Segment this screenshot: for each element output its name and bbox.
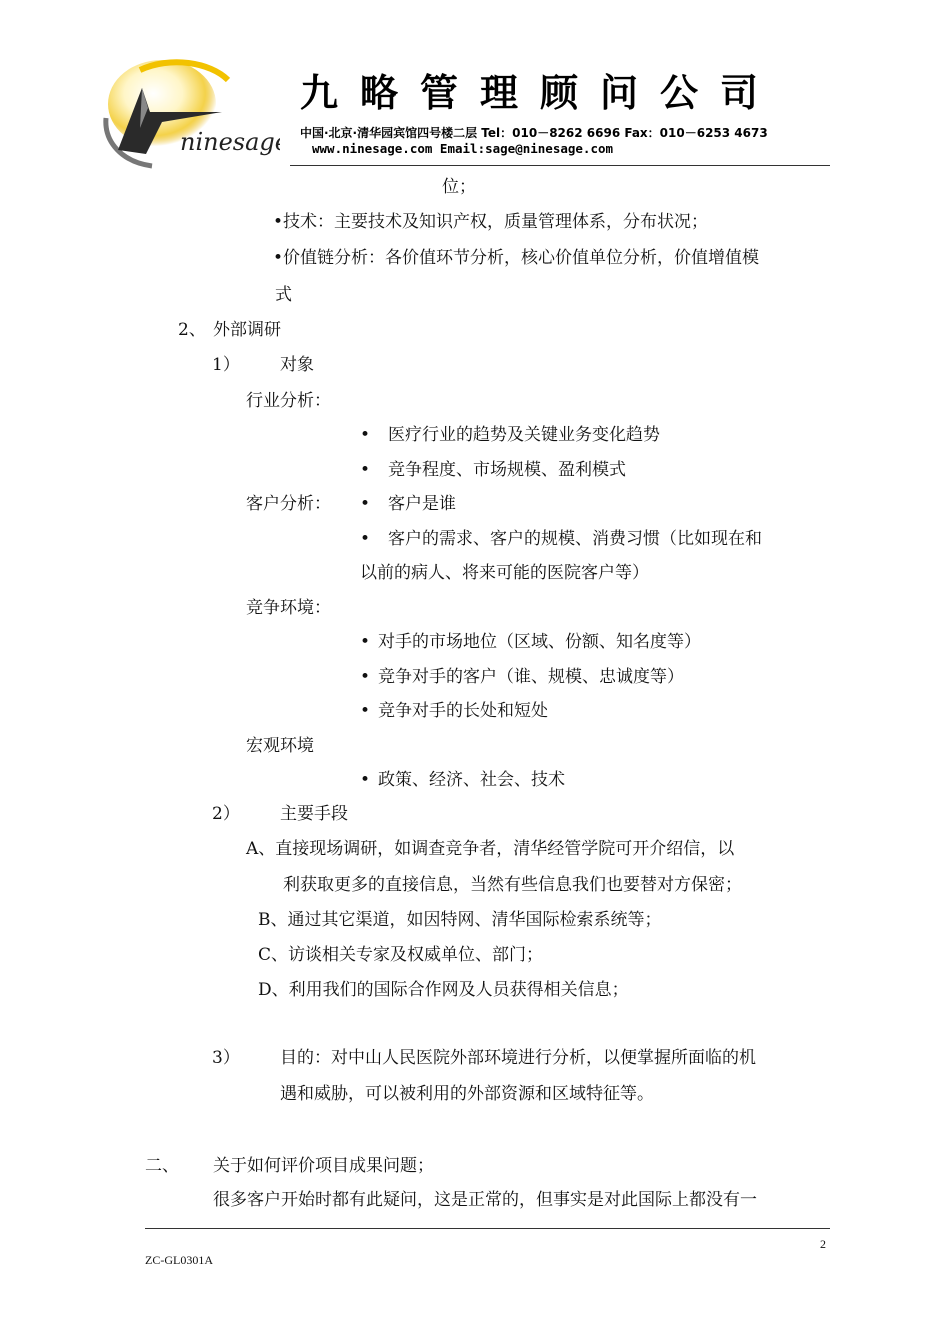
bullet-icon: • [360, 701, 371, 721]
list-item: • 对手的市场地位（区域、份额、知名度等） [360, 632, 701, 652]
category-label: 客户分析： [246, 494, 331, 514]
company-web: www.ninesage.com Email:sage@ninesage.com [312, 141, 614, 156]
text-line: 位； [442, 177, 476, 197]
section-number: 二、 [145, 1156, 179, 1176]
text-line: D、利用我们的国际合作网及人员获得相关信息； [258, 980, 629, 1000]
text-line: A、直接现场调研，如调查竞争者，清华经管学院可开介绍信，以 [246, 839, 735, 859]
list-item: • 客户的需求、客户的规模、消费习惯（比如现在和 [360, 529, 762, 549]
company-logo [100, 58, 280, 170]
header-rule [290, 165, 830, 166]
category-label: 行业分析： [246, 391, 331, 411]
text-line: 遇和威胁，可以被利用的外部资源和区域特征等。 [280, 1084, 654, 1104]
list-item: • 竞争对手的长处和短处 [360, 701, 548, 721]
list-item: • 政策、经济、社会、技术 [360, 770, 565, 790]
text-line: C、访谈相关专家及权威单位、部门； [258, 945, 544, 965]
page-number: 2 [820, 1237, 826, 1251]
bullet-icon: • [360, 667, 371, 687]
text-line: 式 [275, 285, 292, 305]
section-number: 2、 [178, 320, 206, 340]
bullet-icon: • [360, 425, 371, 445]
item-number: 2） [212, 804, 240, 824]
item-title: 主要手段 [280, 804, 348, 824]
logo-wordmark: ninesage [180, 128, 280, 156]
item-number: 1） [212, 355, 240, 375]
list-item: • 客户是谁 [360, 494, 456, 514]
section-title: 外部调研 [213, 320, 281, 340]
text-line: 很多客户开始时都有此疑问，这是正常的，但事实是对此国际上都没有一 [213, 1190, 757, 1210]
list-item: • 竞争程度、市场规模、盈利模式 [360, 460, 626, 480]
bullet-icon: • [360, 529, 371, 549]
text-line: •技术：主要技术及知识产权，质量管理体系，分布状况； [273, 212, 709, 232]
text-line: B、通过其它渠道，如因特网、清华国际检索系统等； [258, 910, 662, 930]
company-address: 中国·北京·清华园宾馆四号楼二层 Tel：010－8262 6696 Fax：010－6253 4673 [300, 126, 768, 140]
item-title: 对象 [280, 355, 314, 375]
bullet-icon: • [360, 494, 371, 514]
document-code: ZC-GL0301A [145, 1253, 213, 1267]
company-name: 九略管理顾问公司 [300, 70, 781, 115]
category-label: 宏观环境 [246, 736, 314, 756]
bullet-icon: • [360, 460, 371, 480]
list-item: • 竞争对手的客户（谁、规模、忠诚度等） [360, 667, 684, 687]
bullet-icon: • [360, 632, 371, 652]
list-item: • 医疗行业的趋势及关键业务变化趋势 [360, 425, 660, 445]
text-line: •价值链分析：各价值环节分析，核心价值单位分析，价值增值模 [273, 248, 760, 268]
bullet-icon: • [360, 770, 371, 790]
text-line: 以前的病人、将来可能的医院客户等） [360, 563, 649, 583]
section-title: 关于如何评价项目成果问题； [213, 1156, 434, 1176]
item-number: 3） [212, 1048, 240, 1068]
category-label: 竞争环境： [246, 598, 331, 618]
text-line: 利获取更多的直接信息，当然有些信息我们也要替对方保密； [283, 875, 742, 895]
footer-rule [145, 1228, 830, 1229]
text-line: 目的：对中山人民医院外部环境进行分析，以便掌握所面临的机 [280, 1048, 756, 1068]
